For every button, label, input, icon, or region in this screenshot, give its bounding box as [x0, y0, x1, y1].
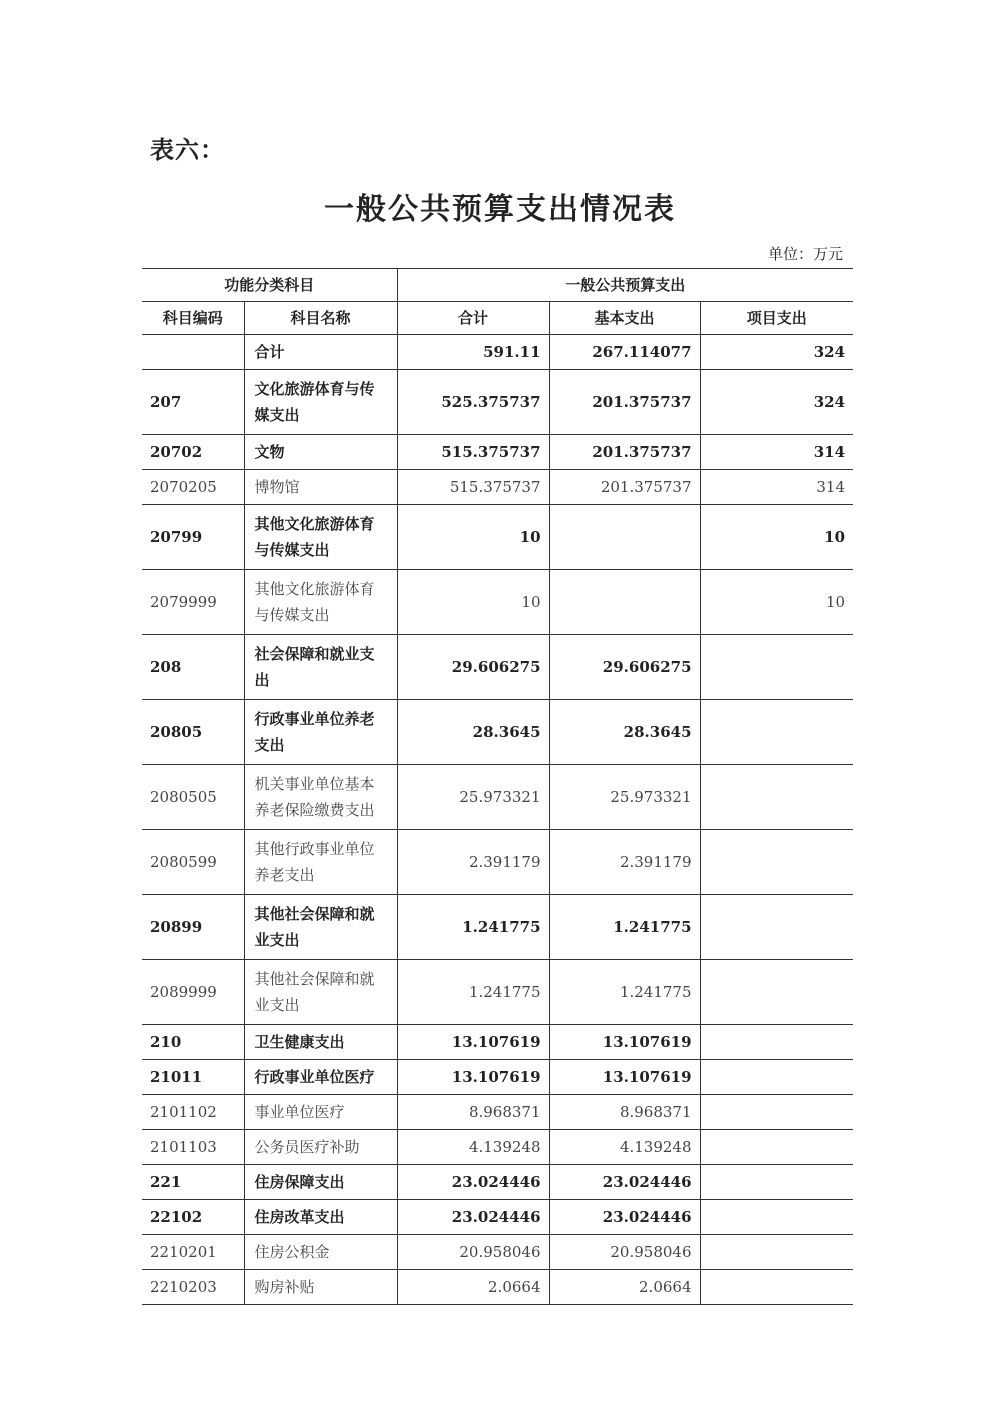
row-name: 其他行政事业单位养老支出 [244, 830, 397, 895]
row-project: 10 [700, 505, 853, 570]
row-project: 324 [700, 335, 853, 370]
row-basic: 13.107619 [549, 1060, 700, 1095]
row-name: 事业单位医疗 [244, 1095, 397, 1130]
row-basic: 20.958046 [549, 1235, 700, 1270]
row-project [700, 1025, 853, 1060]
row-project [700, 635, 853, 700]
table-row [142, 765, 853, 830]
table-row [142, 960, 853, 1025]
table-body [142, 335, 853, 1305]
row-project [700, 1060, 853, 1095]
row-total: 591.11 [397, 335, 549, 370]
row-basic: 201.375737 [549, 470, 700, 505]
row-basic: 8.968371 [549, 1095, 700, 1130]
row-total: 1.241775 [397, 895, 549, 960]
row-code: 207 [142, 370, 244, 435]
row-code: 2210201 [142, 1235, 244, 1270]
group-header-function: 功能分类科目 [142, 269, 397, 302]
row-code [142, 335, 244, 370]
row-basic: 4.139248 [549, 1130, 700, 1165]
row-total: 13.107619 [397, 1060, 549, 1095]
row-total: 13.107619 [397, 1025, 549, 1060]
row-basic: 25.973321 [549, 765, 700, 830]
column-header-basic: 基本支出 [549, 302, 700, 335]
row-code: 2079999 [142, 570, 244, 635]
row-basic: 29.606275 [549, 635, 700, 700]
row-project [700, 960, 853, 1025]
row-name: 住房公积金 [244, 1235, 397, 1270]
row-project: 10 [700, 570, 853, 635]
table-row [142, 435, 853, 470]
row-basic: 201.375737 [549, 435, 700, 470]
row-name: 其他社会保障和就业支出 [244, 960, 397, 1025]
row-total: 28.3645 [397, 700, 549, 765]
row-basic [549, 570, 700, 635]
row-code: 2089999 [142, 960, 244, 1025]
table-row [142, 830, 853, 895]
group-header-expenditure: 一般公共预算支出 [397, 269, 853, 302]
row-project: 324 [700, 370, 853, 435]
row-name: 文物 [244, 435, 397, 470]
row-basic: 1.241775 [549, 960, 700, 1025]
row-name: 合计 [244, 335, 397, 370]
row-project [700, 895, 853, 960]
row-total: 1.241775 [397, 960, 549, 1025]
row-project [700, 1165, 853, 1200]
row-code: 2101102 [142, 1095, 244, 1130]
row-total: 25.973321 [397, 765, 549, 830]
table-row [142, 1060, 853, 1095]
row-total: 8.968371 [397, 1095, 549, 1130]
row-code: 2080599 [142, 830, 244, 895]
row-code: 20799 [142, 505, 244, 570]
row-total: 2.0664 [397, 1270, 549, 1305]
column-header-total: 合计 [397, 302, 549, 335]
row-code: 2070205 [142, 470, 244, 505]
table-row [142, 635, 853, 700]
column-header-code: 科目编码 [142, 302, 244, 335]
row-total: 23.024446 [397, 1165, 549, 1200]
row-code: 20805 [142, 700, 244, 765]
row-code: 21011 [142, 1060, 244, 1095]
row-basic: 28.3645 [549, 700, 700, 765]
row-code: 22102 [142, 1200, 244, 1235]
row-name: 其他文化旅游体育与传媒支出 [244, 505, 397, 570]
row-total: 10 [397, 570, 549, 635]
row-name: 公务员医疗补助 [244, 1130, 397, 1165]
row-name: 文化旅游体育与传媒支出 [244, 370, 397, 435]
row-name: 行政事业单位养老支出 [244, 700, 397, 765]
row-code: 20702 [142, 435, 244, 470]
table-row [142, 1235, 853, 1270]
row-name: 卫生健康支出 [244, 1025, 397, 1060]
table-label: 表六： [150, 135, 225, 164]
table-row [142, 370, 853, 435]
row-total: 20.958046 [397, 1235, 549, 1270]
row-code: 2210203 [142, 1270, 244, 1305]
row-code: 208 [142, 635, 244, 700]
row-project [700, 1235, 853, 1270]
row-project [700, 1200, 853, 1235]
row-code: 2080505 [142, 765, 244, 830]
table-row [142, 570, 853, 635]
row-name: 其他社会保障和就业支出 [244, 895, 397, 960]
row-project [700, 1270, 853, 1305]
table-row [142, 1200, 853, 1235]
row-project [700, 1095, 853, 1130]
row-code: 2101103 [142, 1130, 244, 1165]
row-basic: 201.375737 [549, 370, 700, 435]
row-basic: 13.107619 [549, 1025, 700, 1060]
row-project: 314 [700, 470, 853, 505]
row-name: 行政事业单位医疗 [244, 1060, 397, 1095]
row-total: 525.375737 [397, 370, 549, 435]
table-row [142, 470, 853, 505]
row-basic: 267.114077 [549, 335, 700, 370]
row-total: 515.375737 [397, 435, 549, 470]
row-basic: 23.024446 [549, 1200, 700, 1235]
row-project [700, 765, 853, 830]
table-row [142, 335, 853, 370]
row-project [700, 700, 853, 765]
row-basic: 2.0664 [549, 1270, 700, 1305]
table-row [142, 700, 853, 765]
row-name: 社会保障和就业支出 [244, 635, 397, 700]
column-header-name: 科目名称 [244, 302, 397, 335]
column-header-project: 项目支出 [700, 302, 853, 335]
row-name: 住房改革支出 [244, 1200, 397, 1235]
table-row [142, 1165, 853, 1200]
table-row [142, 895, 853, 960]
row-total: 515.375737 [397, 470, 549, 505]
table-row [142, 1130, 853, 1165]
row-total: 10 [397, 505, 549, 570]
row-total: 23.024446 [397, 1200, 549, 1235]
row-name: 其他文化旅游体育与传媒支出 [244, 570, 397, 635]
row-code: 221 [142, 1165, 244, 1200]
row-code: 20899 [142, 895, 244, 960]
row-project [700, 830, 853, 895]
table-row [142, 505, 853, 570]
row-name: 机关事业单位基本养老保险缴费支出 [244, 765, 397, 830]
budget-table [142, 268, 853, 1305]
row-basic: 2.391179 [549, 830, 700, 895]
row-project: 314 [700, 435, 853, 470]
table-row [142, 1270, 853, 1305]
row-total: 4.139248 [397, 1130, 549, 1165]
table-row [142, 1095, 853, 1130]
row-name: 住房保障支出 [244, 1165, 397, 1200]
row-basic: 23.024446 [549, 1165, 700, 1200]
row-code: 210 [142, 1025, 244, 1060]
row-total: 2.391179 [397, 830, 549, 895]
row-basic [549, 505, 700, 570]
row-basic: 1.241775 [549, 895, 700, 960]
table-row [142, 1025, 853, 1060]
unit-note: 单位：万元 [767, 245, 843, 263]
page-title: 一般公共预算支出情况表 [324, 192, 676, 227]
row-total: 29.606275 [397, 635, 549, 700]
row-project [700, 1130, 853, 1165]
row-name: 购房补贴 [244, 1270, 397, 1305]
row-name: 博物馆 [244, 470, 397, 505]
